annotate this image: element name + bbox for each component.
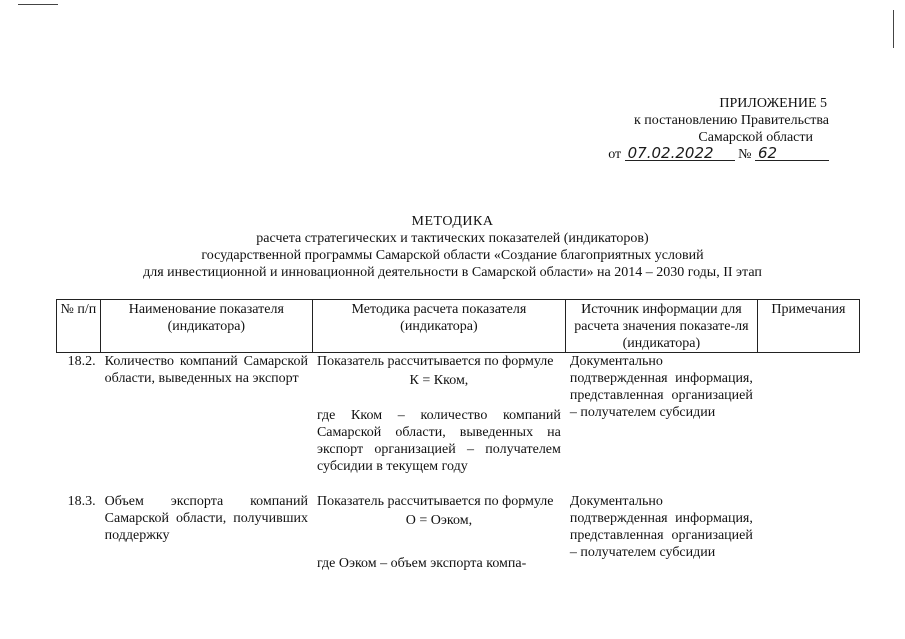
document-title-block (0, 213, 905, 281)
indicator-name: Количество компаний Самарской области, выведенных на экспорт (104, 354, 308, 386)
scan-mark-right (893, 10, 894, 48)
table-header-row (57, 300, 860, 353)
indicator-name: Объем экспорта компаний Самарской области, получивших поддержку (104, 494, 308, 543)
row-number: 18.2. (67, 354, 96, 369)
header-notes: Примечания (757, 300, 859, 353)
method-explanation: где Оэком – объем экспорта компа- (316, 556, 527, 571)
method-intro: Показатель рассчитывается по формуле (316, 354, 554, 369)
method-intro: Показатель рассчитывается по формуле (316, 494, 554, 509)
table-row (57, 493, 860, 572)
handwritten-number: 62 (755, 146, 829, 161)
source-cell: Документально подтвержденная информация, представленная организацией – получателем субсидии (569, 494, 753, 560)
formula: О = Оэком, (405, 513, 473, 528)
row-number: 18.3. (67, 494, 96, 509)
method-explanation: где Кком – количество компаний Самарской области, выведенных на экспорт организацией – получателем субсидии в текущем году (316, 408, 561, 474)
appendix-line2: к постановлению Правительства (633, 113, 829, 128)
indicators-table (56, 299, 860, 572)
method-cell (312, 493, 565, 572)
header-source: Источник информации для расчета значения показате-ля (индикатора) (565, 300, 757, 353)
header-method: Методика расчета показателя (индикатора) (312, 300, 565, 353)
row-spacer (57, 475, 860, 493)
header-name: Наименование показателя (индикатора) (100, 300, 312, 353)
date-prefix: от (608, 147, 622, 162)
number-prefix: № (738, 147, 752, 162)
table-row (57, 353, 860, 476)
appendix-title: ПРИЛОЖЕНИЕ 5 (719, 96, 827, 111)
notes-cell (757, 353, 859, 476)
appendix-block (608, 95, 829, 163)
handwritten-date: 07.02.2022 (625, 146, 735, 161)
scan-mark-top (18, 4, 58, 5)
appendix-date-line (608, 146, 829, 163)
source-cell: Документально подтвержденная информация, представленная организацией – получателем субсидии (569, 354, 753, 420)
subtitle-line-2: государственной программы Самарской области «Создание благоприятных условий (201, 248, 704, 263)
header-num: № п/п (57, 300, 101, 353)
appendix-line3: Самарской области (698, 130, 813, 145)
method-cell (312, 353, 565, 476)
subtitle-line-3: для инвестиционной и инновационной деятельности в Самарской области» на 2014 – 2030 годы, II этап (143, 265, 762, 280)
formula: К = Кком, (409, 373, 469, 388)
document-heading: МЕТОДИКА (411, 214, 494, 229)
subtitle-line-1: расчета стратегических и тактических показателей (индикаторов) (256, 231, 649, 246)
notes-cell (757, 493, 859, 572)
